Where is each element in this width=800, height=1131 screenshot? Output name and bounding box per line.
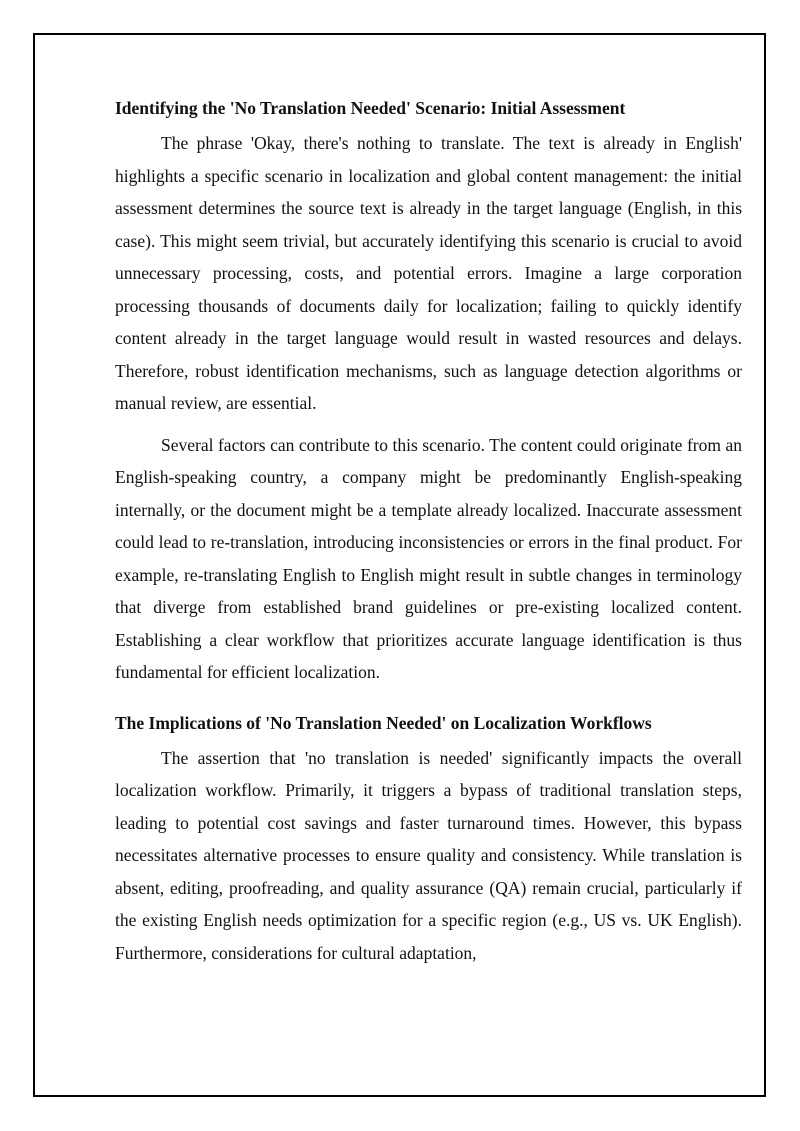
section-heading: Identifying the 'No Translation Needed' Scenario: Initial Assessment	[115, 98, 626, 118]
section-heading: The Implications of 'No Translation Needed' on Localization Workflows	[115, 712, 652, 733]
document-body	[115, 96, 742, 978]
paragraph: The assertion that 'no translation is needed' significantly impacts the overall localization workflow. Primarily, it triggers a bypass of traditional translation steps, leading to potential cost savings and faster turnaround times. However, this bypass necessitates alternative processes to ensure quality and consistency. While translation is absent, editing, proofreading, and quality assurance (QA) remain crucial, particularly if the existing English needs optimization for a specific region (e.g., US vs. UK English). Furthermore, considerations for cultural adaptation,	[115, 747, 742, 963]
section-initial-assessment	[115, 96, 742, 689]
paragraph: The phrase 'Okay, there's nothing to translate. The text is already in English' highlights a specific scenario in localization and global content management: the initial assessment determines the source text is already in the target language (English, in this case). This might seem trivial, but accurately identifying this scenario is crucial to avoid unnecessary processing, costs, and potential errors. Imagine a large corporation processing thousands of documents daily for localization; failing to quickly identify content already in the target language would result in wasted resources and delays. Therefore, robust identification mechanisms, such as language detection algorithms or manual review, are essential.	[115, 133, 742, 413]
paragraph: Several factors can contribute to this scenario. The content could originate from an English-speaking country, a company might be predominantly English-speaking internally, or the document might be a template already localized. Inaccurate assessment could lead to re-translation, introducing inconsistencies or errors in the final product. For example, re-translating English to English might result in subtle changes in terminology that diverge from established brand guidelines or pre-existing localized content. Establishing a clear workflow that prioritizes accurate language identification is thus fundamental for efficient localization.	[115, 434, 742, 682]
section-workflow-implications	[115, 711, 742, 970]
